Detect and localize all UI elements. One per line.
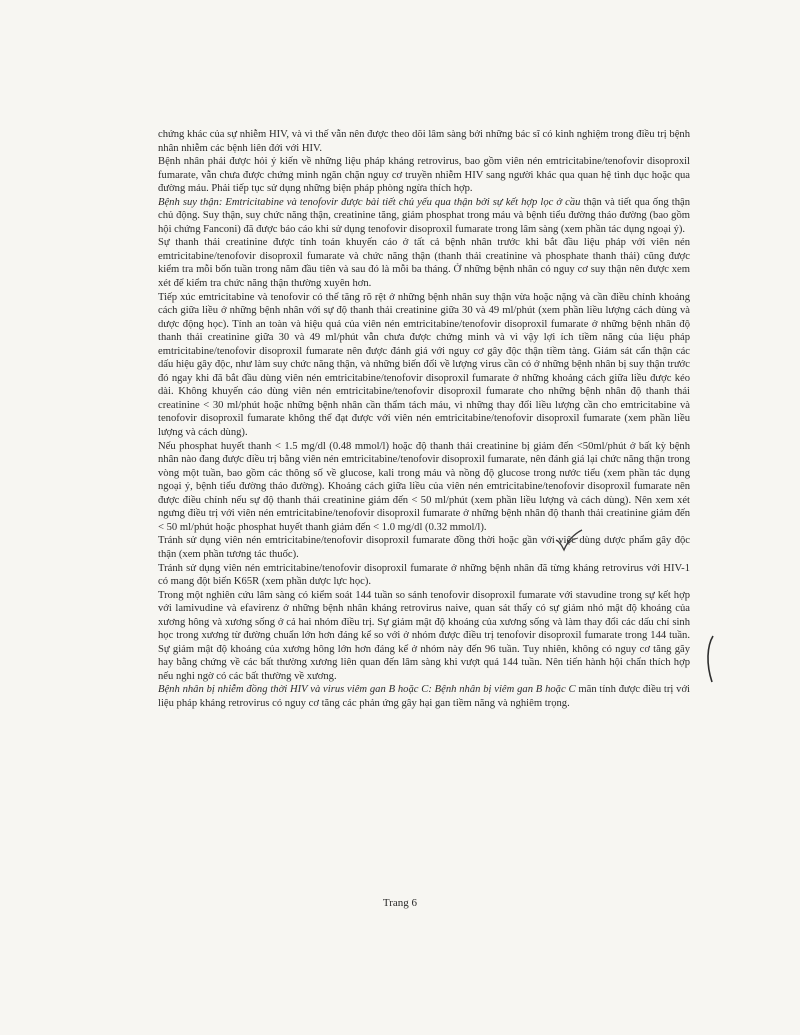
paragraph-6: Nếu phosphat huyết thanh < 1.5 mg/dl (0.48 mmol/l) hoặc độ thanh thải creatinine bị giảm đến <50ml/phút ở bất kỳ bệnh nhân nào đang được điều trị bằng viên nén emtricitabine/tenofovir disoproxil fumarate, nên đánh giá lại chức năng thận trong vòng một tuần, bao gồm các thông số về glucose, kali trong máu và nồng độ glucose trong nước tiểu (xem phần tác dụng ngoại ý, bệnh tiểu đường tháo đường). Khoảng cách giữa liều của viên nén emtricitabine/tenofovir disoproxil fumarate nên được điều chỉnh nếu sự độ thanh thải creatinine giảm đến < 50 ml/phút (xem phần liều lượng và cách dùng). Nên xem xét ngưng điều trị với viên nén emtricitabine/tenofovir disoproxil fumarate ở những bệnh nhân độ thanh thải creatinine giảm đến < 50 ml/phút hoặc phosphat huyết thanh giảm đến < 1.0 mg/dl (0.32 mmol/l). bbox=[158, 440, 690, 533]
renal-heading: Bệnh suy thận: Emtricitabine và tenofovir được bài tiết chủ yếu qua thận bởi sự kết hợp lọc ở cầu bbox=[158, 196, 581, 208]
hepatitis-heading: Bệnh nhân bị nhiễm đồng thời HIV và virus viêm gan B hoặc C: Bệnh nhân bị viêm gan B hoặc C bbox=[158, 684, 576, 696]
handwritten-check-mark-icon bbox=[552, 528, 586, 554]
document-body bbox=[158, 128, 690, 711]
margin-bracket-mark-icon bbox=[704, 634, 716, 684]
paragraph-4: Sự thanh thải creatinine được tính toán khuyến cáo ở tất cả bệnh nhân trước khi bắt đầu liệu pháp với viên nén emtricitabine/tenofovir disoproxil fumarate và chức năng thận (thanh thải creatinine và phosphate thanh thải) cũng được kiểm tra mỗi bốn tuần trong năm đầu tiên và sau đó là mỗi ba tháng. Ở những bệnh nhân có nguy cơ suy thận nên được xem xét để kiểm tra chức năng thận thường xuyên hơn. bbox=[158, 237, 690, 290]
paragraph-10-text: mãn tính được điều trị với liệu pháp kháng retrovirus có nguy cơ tăng các phản ứng gây hại gan tiềm năng và nghiêm trọng. bbox=[158, 684, 690, 709]
paragraph-3-text: thận và tiết qua ống thận chủ động. Suy thận, suy chức năng thận, creatinine tăng, giảm phosphat trong máu và bệnh tiểu đường tháo đường (bao gồm hội chứng Fanconi) đã được báo cáo khi sử dụng tenofovir disoproxil fumarate trong lâm sàng (xem phần tác dụng ngoại ý). bbox=[158, 196, 691, 235]
paragraph-8: Tránh sử dụng viên nén emtricitabine/tenofovir disoproxil fumarate ở những bệnh nhân đã từng kháng retrovirus với HIV-1 có mang đột biến K65R (xem phần dược lực học). bbox=[158, 562, 690, 588]
paragraph-3 bbox=[158, 196, 690, 237]
paragraph-7: Tránh sử dụng viên nén emtricitabine/tenofovir disoproxil fumarate đồng thời hoặc gần với việc dùng dược phẩm gây độc thận (xem phần tương tác thuốc). bbox=[158, 535, 690, 560]
paragraph-10 bbox=[158, 683, 690, 710]
page-number: Trang 6 bbox=[382, 897, 418, 909]
paragraph-5: Tiếp xúc emtricitabine và tenofovir có thể tăng rõ rệt ở những bệnh nhân suy thận vừa hoặc nặng và cần điều chỉnh khoảng cách giữa liều ở những bệnh nhân với sự độ thanh thải creatinine giữa 30 và 49 ml/phút (xem phần liều lượng cách dùng và dược động học). Tính an toàn và hiệu quả của viên nén emtricitabine/tenofovir disoproxil fumarate ở những bệnh nhân độ thanh thải creatinine giữa 30 và 49 ml/phút vẫn chưa được chứng minh và vì vậy lợi ích tiềm năng của liệu pháp emtricitabine/tenofovir disoproxil fumarate nên được đánh giá với nguy cơ gây độc thận tiềm tàng. Giám sát cẩn thận các dấu hiệu gây độc, như làm suy chức năng thận, và những biến đổi về lượng virus cần có ở những bệnh nhân bị suy thận trước đó ngay khi đã bắt đầu dùng viên nén emtricitabine/tenofovir disoproxil fumarate ở những khoảng cách giữa liều được kéo dài. Không khuyến cáo dùng viên nén emtricitabine/tenofovir disoproxil fumarate cho những bệnh nhân độ thanh thải creatinine < 30 ml/phút hoặc những bệnh nhân cần thẩm tách máu, vì những thay đổi liều lượng cần cho emtricitabine và tenofovir disoproxil fumarate không thể đạt được với viên nén emtricitabine/tenofovir disoproxil fumarate (xem phần liều lượng và cách dùng). bbox=[158, 291, 690, 439]
paragraph-1: chứng khác của sự nhiễm HIV, và vì thế vẫn nên được theo dõi lâm sàng bởi những bác sĩ có kinh nghiệm trong điều trị bệnh nhân nhiễm các bệnh liên đới với HIV. bbox=[158, 129, 690, 154]
paragraph-2: Bệnh nhân phải được hỏi ý kiến về những liệu pháp kháng retrovirus, bao gồm viên nén emtricitabine/tenofovir disoproxil fumarate, vẫn chưa được chứng minh ngăn chặn nguy cơ truyền nhiễm HIV sang người khác qua quan hệ tình dục hoặc qua đường máu. Phải tiếp tục sử dụng những biện pháp phòng ngừa thích hợp. bbox=[158, 156, 690, 195]
paragraph-9: Trong một nghiên cứu lâm sàng có kiểm soát 144 tuần so sánh tenofovir disoproxil fumarate với stavudine trong sự kết hợp với lamivudine và efavirenz ở những bệnh nhân kháng retrovirus naive, quan sát thấy có sự giảm nhỏ mật độ khoáng của xương hông và xương sống ở cả hai nhóm điều trị. Sự giảm mật độ khoáng của xương sống và làm thay đổi các dấu chỉ sinh học trong xương từ đường chuẩn lớn hơn đáng kể so với ở nhóm được điều trị tenofovir disoproxil fumarate trong 144 tuần. Sự giảm mật độ khoáng của xương hông lớn hơn đáng kể ở nhóm này đến 96 tuần. Tuy nhiên, không có nguy cơ tăng gãy hay bằng chứng về các bất thường xương liên quan đến lâm sàng khi vượt quá 144 tuần. Nên tiến hành hội chẩn thích hợp nếu nghi ngờ có các bất thường về xương. bbox=[158, 589, 690, 682]
